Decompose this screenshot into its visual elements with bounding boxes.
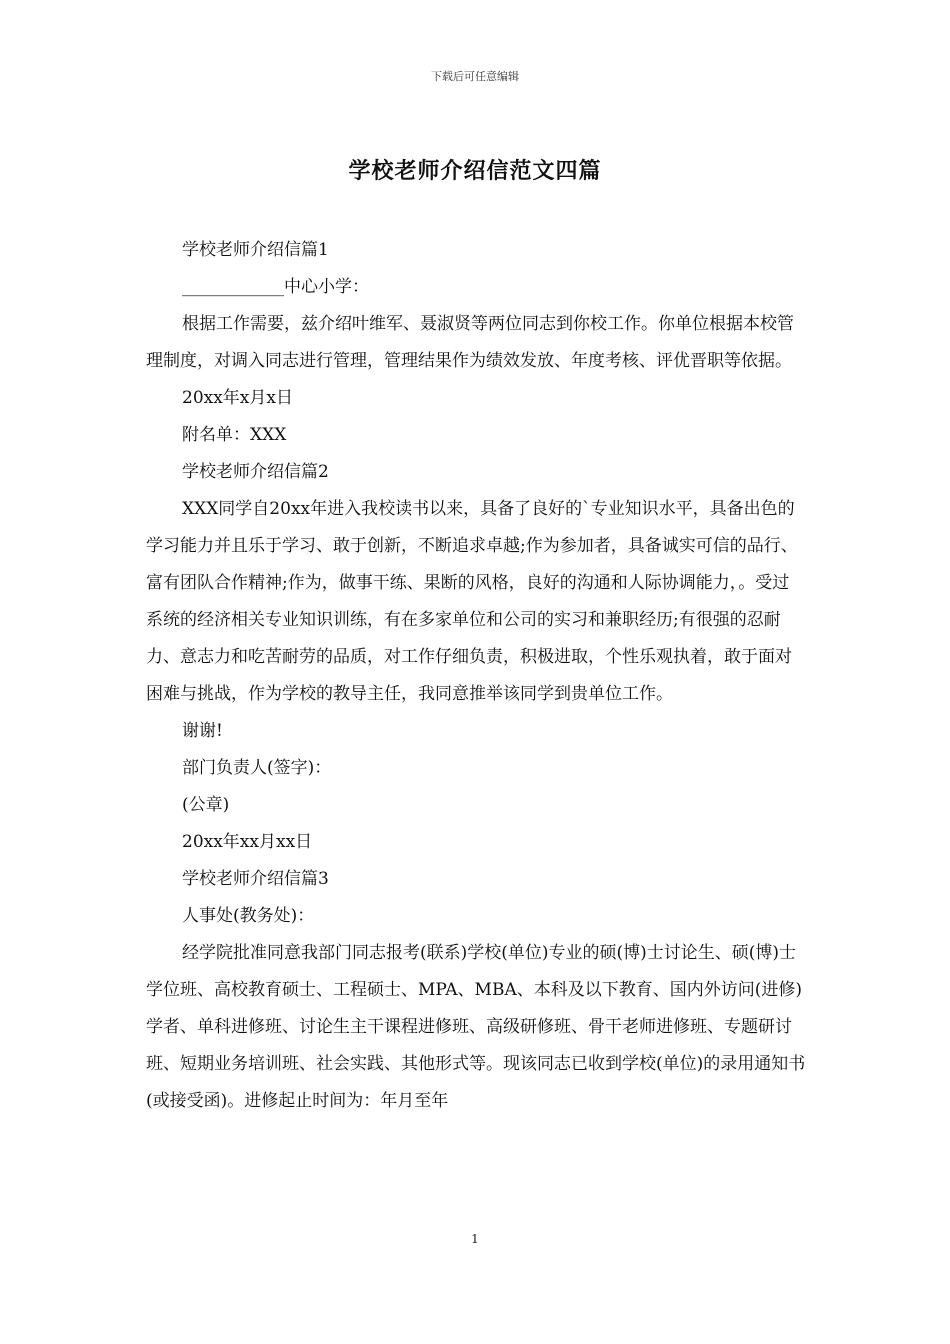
section-heading: 学校老师介绍信篇1 xyxy=(182,240,329,260)
addressee: 人事处(教务处)： xyxy=(182,906,315,926)
date-line: 20xx年xx月xx日 xyxy=(182,832,313,852)
addressee: ____________中心小学： xyxy=(182,277,369,297)
paragraph: 经学院批准同意我部门同志报考(联系)学校(单位)专业的硕(博)士讨论生、硕(博)士学位班、高校教育硕士、工程硕士、MPA、MBA、本科及以下教育、国内外访问(进修)学者、单科进修班、讨论生主干课程进修班、高级研修班、骨干老师进修班、专题研讨班、短期业务培训班、社会实践、其他形式等。现该同志已收到学校(单位)的录用通知书(或接受函)。进修起止时间为：年月至年 xyxy=(146,943,806,1111)
paragraph: XXX同学自20xx年进入我校读书以来，具备了良好的`专业知识水平，具备出色的学习能力并且乐于学习、敢于创新，不断追求卓越;作为参加者，具备诚实可信的品行、富有团队合作精神;作为，做事干练、果断的风格，良好的沟通和人际协调能力，。受过系统的经济相关专业知识训练，有在多家单位和公司的实习和兼职经历;有很强的忍耐力、意志力和吃苦耐劳的品质，对工作仔细负责，积极进取，个性乐观执着，敢于面对困难与挑战，作为学校的教导主任，我同意推举该同学到贵单位工作。 xyxy=(146,499,798,704)
date-line: 20xx年x月x日 xyxy=(182,388,293,408)
signature-line: 部门负责人(签字)： xyxy=(182,758,332,778)
header-note: 下载后可任意编辑 xyxy=(431,70,519,83)
page-number: 1 xyxy=(471,1232,479,1246)
seal-line: (公章) xyxy=(182,795,230,815)
attachment-line: 附名单：XXX xyxy=(182,425,287,445)
section-heading: 学校老师介绍信篇3 xyxy=(182,869,329,889)
document-body xyxy=(146,232,806,1120)
paragraph: 根据工作需要，兹介绍叶维军、聂淑贤等两位同志到你校工作。你单位根据本校管理制度，对调入同志进行管理，管理结果作为绩效发放、年度考核、评优晋职等依据。 xyxy=(146,314,794,371)
section-heading: 学校老师介绍信篇2 xyxy=(182,462,329,482)
document-title: 学校老师介绍信范文四篇 xyxy=(348,158,602,184)
thanks-line: 谢谢! xyxy=(182,721,223,741)
